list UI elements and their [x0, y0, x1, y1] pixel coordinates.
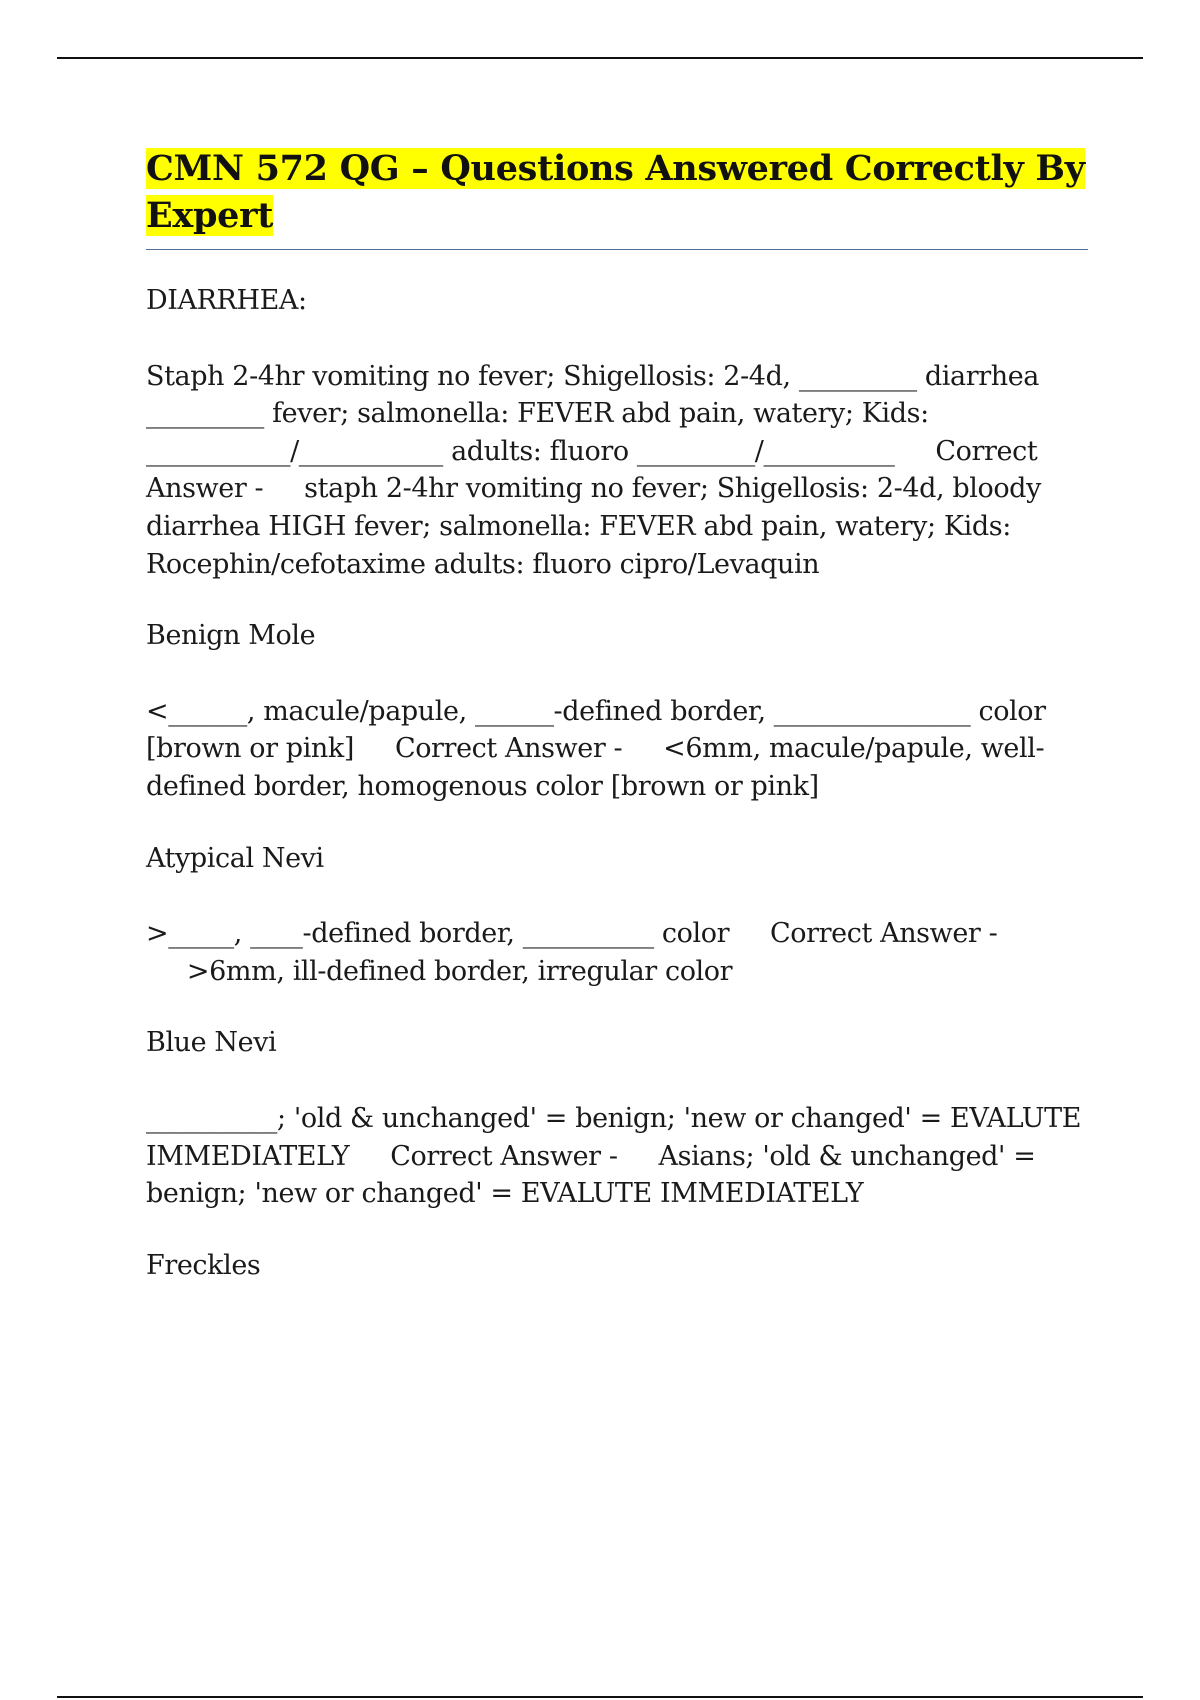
- qa-text: [146, 915, 1088, 990]
- qa-section-freckles: [146, 1247, 1088, 1285]
- answer-text: >6mm, ill-defined border, irregular color: [186, 955, 733, 987]
- question-text: Staph 2-4hr vomiting no fever; Shigellosis: 2-4d, _________ diarrhea _________ fever; salmonella: FEVER abd pain, watery; Kids: ___________/___________ adults: fluoro _________/__________: [146, 360, 1040, 467]
- qa-text: [146, 1100, 1088, 1213]
- question-text: >_____, ____-defined border, __________ color: [146, 918, 730, 950]
- qa-text: [146, 358, 1088, 584]
- answer-label: Correct Answer -: [390, 1140, 618, 1172]
- answer-text: staph 2-4hr vomiting no fever; Shigellosis: 2-4d, bloody diarrhea HIGH fever; salmonella: FEVER abd pain, watery; Kids: Rocephin/cefotaxime adults: fluoro cipro/Levaquin: [146, 473, 1041, 580]
- qa-text: [146, 693, 1088, 806]
- section-heading: Blue Nevi: [146, 1027, 277, 1059]
- page-top-rule: [57, 57, 1143, 59]
- title-highlight: CMN 572 QG – Questions Answered Correctly By Expert: [146, 148, 1085, 236]
- document-title: [146, 145, 1088, 239]
- qa-block: [146, 358, 1088, 584]
- qa-block: [146, 1100, 1088, 1213]
- answer-label: Correct Answer -: [394, 733, 623, 765]
- document-body: [146, 145, 1088, 1284]
- title-underline: [146, 249, 1088, 250]
- answer-label: Correct Answer -: [146, 435, 1038, 505]
- section-heading: Benign Mole: [146, 620, 316, 652]
- qa-section-benign-mole: [146, 617, 1088, 805]
- section-heading: DIARRHEA:: [146, 285, 307, 316]
- section-heading: Atypical Nevi: [146, 842, 324, 874]
- qa-section-atypical-nevi: [146, 840, 1088, 991]
- section-heading: Freckles: [146, 1249, 261, 1281]
- question-text: <______, macule/papule, ______-defined border, _______________ color [brown or pink]: [146, 695, 1046, 765]
- qa-block: [146, 693, 1088, 806]
- question-text: __________; 'old & unchanged' = benign; 'new or changed' = EVALUTE IMMEDIATELY: [146, 1102, 1082, 1172]
- answer-label: Correct Answer -: [770, 918, 998, 950]
- answer-text: Asians; 'old & unchanged' = benign; 'new or changed' = EVALUTE IMMEDIATELY: [146, 1140, 1036, 1210]
- qa-section-blue-nevi: [146, 1024, 1088, 1212]
- qa-section-diarrhea: [146, 282, 1088, 583]
- qa-block: [146, 915, 1088, 990]
- page-bottom-rule: [57, 1696, 1143, 1698]
- answer-text: <6mm, macule/papule, well-defined border, homogenous color [brown or pink]: [146, 733, 1045, 802]
